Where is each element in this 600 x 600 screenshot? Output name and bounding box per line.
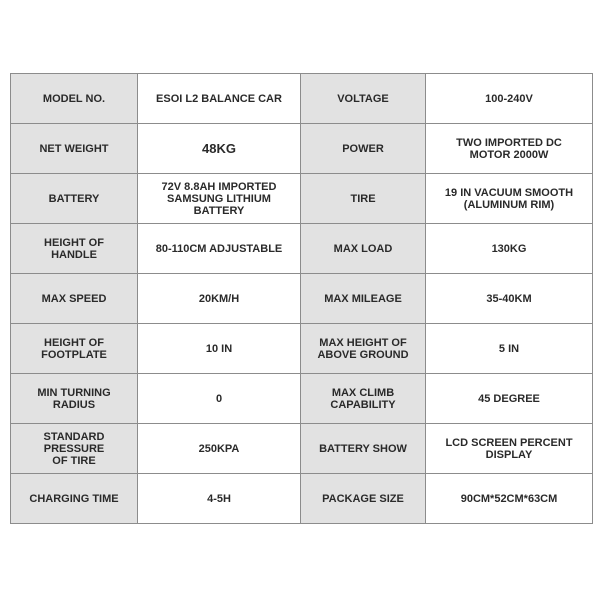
spec-table [10, 73, 593, 524]
table-row [11, 424, 593, 474]
table-row [11, 224, 593, 274]
table-row [11, 274, 593, 324]
spec-value: 0 [138, 374, 301, 424]
table-row [11, 374, 593, 424]
spec-value: 45 DEGREE [426, 374, 593, 424]
table-row [11, 174, 593, 224]
table-row [11, 74, 593, 124]
spec-value: 48KG [138, 124, 301, 174]
spec-value: ESOI L2 BALANCE CAR [138, 74, 301, 124]
table-row [11, 324, 593, 374]
spec-label: HEIGHT OF FOOTPLATE [11, 324, 138, 374]
spec-label: HEIGHT OF HANDLE [11, 224, 138, 274]
spec-label: MAX HEIGHT OF ABOVE GROUND [301, 324, 426, 374]
spec-value: 130KG [426, 224, 593, 274]
table-row [11, 124, 593, 174]
spec-value: 72V 8.8AH IMPORTED SAMSUNG LITHIUM BATTERY [138, 174, 301, 224]
spec-label: NET WEIGHT [11, 124, 138, 174]
spec-value: 19 IN VACUUM SMOOTH (ALUMINUM RIM) [426, 174, 593, 224]
spec-label: MAX MILEAGE [301, 274, 426, 324]
spec-label: POWER [301, 124, 426, 174]
spec-value: 10 IN [138, 324, 301, 374]
spec-label: PACKAGE SIZE [301, 474, 426, 524]
spec-value: 5 IN [426, 324, 593, 374]
spec-label: MODEL NO. [11, 74, 138, 124]
spec-label: TIRE [301, 174, 426, 224]
spec-label: MAX CLIMB CAPABILITY [301, 374, 426, 424]
spec-label: MAX SPEED [11, 274, 138, 324]
spec-label: MAX LOAD [301, 224, 426, 274]
spec-label: BATTERY [11, 174, 138, 224]
spec-value: 4-5H [138, 474, 301, 524]
spec-value: TWO IMPORTED DC MOTOR 2000W [426, 124, 593, 174]
spec-label: BATTERY SHOW [301, 424, 426, 474]
spec-value: 100-240V [426, 74, 593, 124]
spec-label: STANDARD PRESSURE OF TIRE [11, 424, 138, 474]
spec-value: 250KPA [138, 424, 301, 474]
table-row [11, 474, 593, 524]
spec-value: LCD SCREEN PERCENT DISPLAY [426, 424, 593, 474]
spec-label: CHARGING TIME [11, 474, 138, 524]
spec-value: 35-40KM [426, 274, 593, 324]
spec-label: VOLTAGE [301, 74, 426, 124]
spec-label: MIN TURNING RADIUS [11, 374, 138, 424]
spec-value: 90CM*52CM*63CM [426, 474, 593, 524]
spec-value: 80-110CM ADJUSTABLE [138, 224, 301, 274]
spec-value: 20KM/H [138, 274, 301, 324]
